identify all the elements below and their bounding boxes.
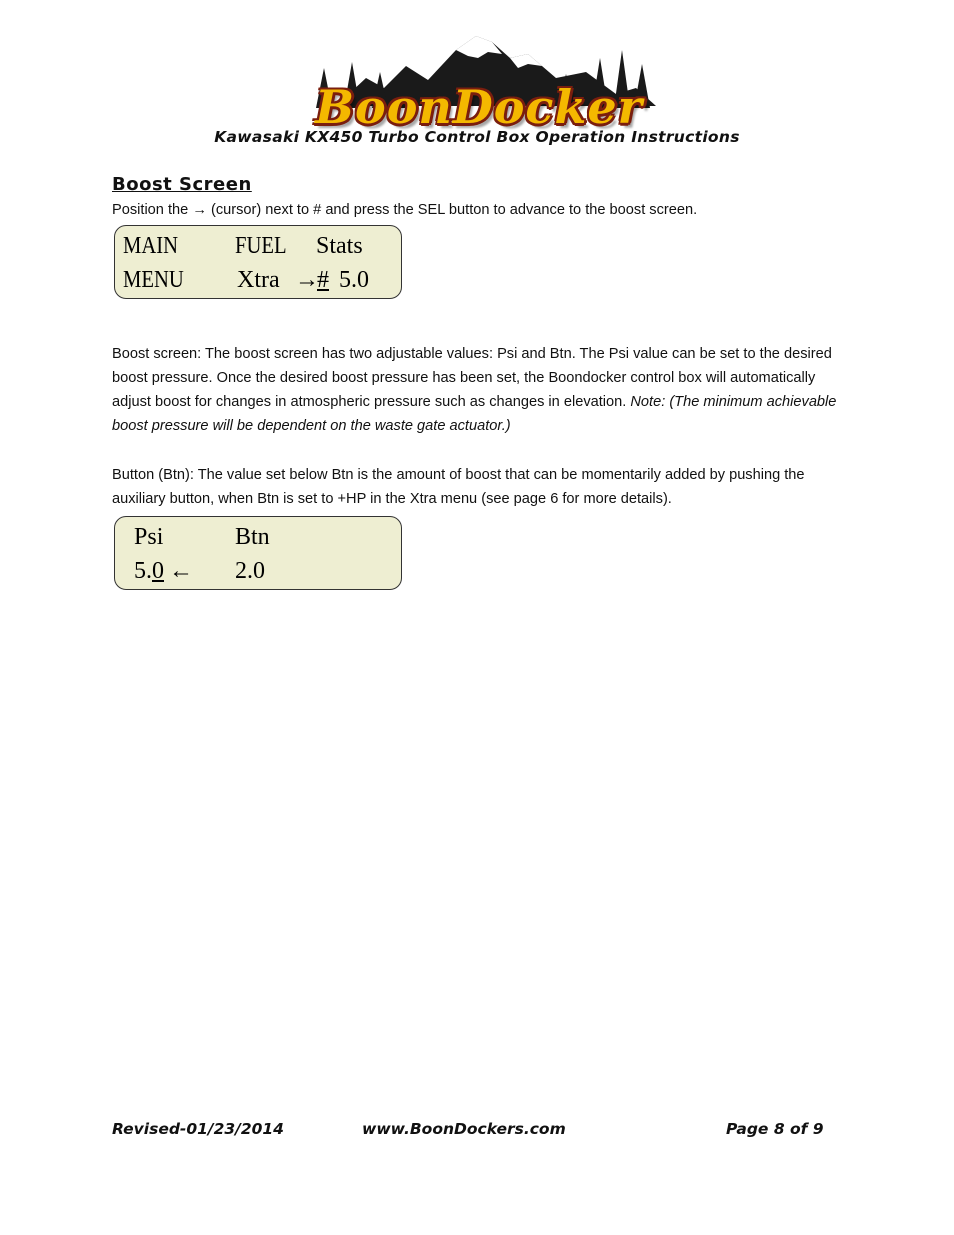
boost-screen-text: Boost screen: The boost screen has two adjustable values: Psi and Btn. The Psi value can be set to the desired boost pressure. Once the desired boost pressure has been set, the Boondocker control box will automatically adjust boost for changes in atmospheric pressure such as changes in elevation. — [112, 346, 832, 410]
lcd-stats-label: Stats — [316, 233, 363, 259]
lcd-xtra-label: Xtra — [237, 267, 280, 293]
button-paragraph: Button (Btn): The value set below Btn is the amount of boost that can be momentarily added by pushing the auxiliary button, when Btn is set to +HP in the Xtra menu (see page 6 for more details). — [112, 467, 805, 507]
lcd-boost-screen — [114, 516, 402, 590]
lcd-psi-value — [134, 558, 164, 584]
section-heading: Boost Screen — [112, 174, 252, 195]
boost-screen-paragraph — [112, 342, 847, 438]
lcd-fuel-label: FUEL — [235, 233, 287, 259]
lcd-boost-value: 5.0 — [339, 267, 369, 293]
lcd-psi-label: Psi — [134, 524, 164, 550]
footer-revised: Revised-01/23/2014 — [112, 1120, 284, 1138]
lcd-boost-selector: # — [317, 267, 329, 293]
lcd-btn-label: Btn — [235, 524, 270, 550]
footer-website: www.BoonDockers.com — [362, 1120, 566, 1138]
lcd-main-label: MAIN — [123, 233, 179, 259]
lcd-btn-value: 2.0 — [235, 558, 265, 584]
logo-wordmark: BoonDocker — [315, 80, 643, 134]
lcd-menu-label: MENU — [123, 267, 184, 293]
lcd-cursor-left: ← — [169, 558, 193, 584]
intro-paragraph: Position the → (cursor) next to # and press the SEL button to advance to the boost screen. — [112, 202, 698, 218]
lcd-psi-value-underlined: 0 — [152, 558, 164, 584]
lcd-cursor-right: → — [295, 267, 319, 293]
lcd-psi-value-main: 5. — [134, 558, 152, 584]
footer-page-number: Page 8 of 9 — [726, 1120, 824, 1138]
boost-screen-note: Note: (The minimum achievable boost pressure will be dependent on the waste gate actuator.) — [112, 394, 837, 434]
document-title: Kawasaki KX450 Turbo Control Box Operation Instructions — [214, 128, 740, 146]
boondocker-logo — [296, 28, 662, 132]
lcd-main-menu — [114, 225, 402, 299]
